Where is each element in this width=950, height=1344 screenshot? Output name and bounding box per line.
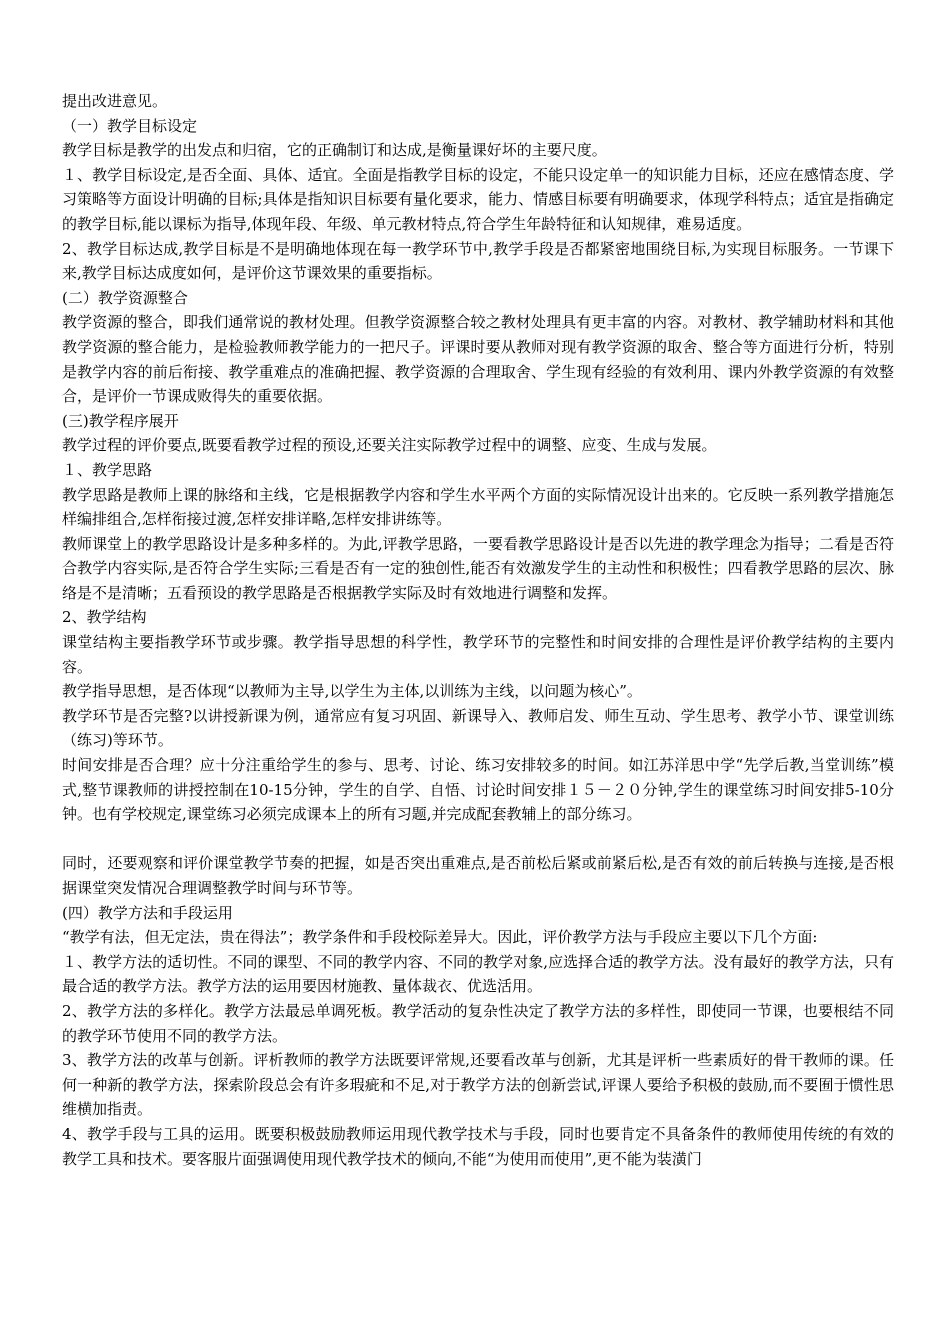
body-paragraph: 教学环节是否完整?以讲授新课为例，通常应有复习巩固、新课导入、教师启发、师生互动、学生思考、教学小节、课堂训练（练习)等环节。 [62,706,894,750]
section-heading: 2、教学结构 [62,608,147,627]
body-paragraph: 时间安排是否合理？应十分注重给学生的参与、思考、讨论、练习安排较多的时间。如江苏洋思中学“先学后教,当堂训练”模式,整节课教师的讲授控制在10-15分钟，学生的自学、自悟、讨论时间安排１５－２０分钟,学生的课堂练习时间安排5-10分钟。也有学校规定,课堂练习必须完成课本上的所有习题,并完成配套教辅上的部分练习。 [62,756,894,824]
body-paragraph: 教学过程的评价要点,既要看教学过程的预设,还要关注实际教学过程中的调整、应变、生成与发展。 [62,436,717,455]
body-paragraph: 同时，还要观察和评价课堂教学节奏的把握，如是否突出重难点,是否前松后紧或前紧后松,是否有效的前后转换与连接,是否根据课堂突发情况合理调整教学时间与环节等。 [62,854,894,897]
section-heading: (二）教学资源整合 [62,288,188,307]
body-paragraph: 教学思路是教师上课的脉络和主线，它是根据教学内容和学生水平两个方面的实际情况设计出来的。它反映一系列教学措施怎样编排组合,怎样衔接过渡,怎样安排详略,怎样安排讲练等。 [62,485,894,529]
blank-line [62,827,894,852]
body-paragraph: “教学有法，但无定法，贵在得法”；教学条件和手段校际差异大。因此，评价教学方法与手段应主要以下几个方面: [62,928,818,947]
body-paragraph: 3、教学方法的改革与创新。评析教师的教学方法既要评常规,还要看改革与创新，尤其是评析一些素质好的骨干教师的课。任何一种新的教学方法，探索阶段总会有许多瑕疵和不足,对于教学方法的创新尝试,评课人要给予积极的鼓励,而不要囿于惯性思维横加指责。 [62,1051,894,1119]
body-paragraph: 2、教学方法的多样化。教学方法最忌单调死板。教学活动的复杂性决定了教学方法的多样性，即使同一节课，也要根结不同的教学环节使用不同的教学方法。 [62,1001,894,1045]
body-paragraph: 教学指导思想，是否体现“以教师为主导,以学生为主体,以训练为主线，以问题为核心”。 [62,682,642,701]
body-paragraph: 4、教学手段与工具的运用。既要积极鼓励教师运用现代教学技术与手段，同时也要肯定不具备条件的教师使用传统的有效的教学工具和技术。要客服片面强调使用现代教学技术的倾向,不能“为使用而使用”,更不能为装潢门 [62,1124,894,1168]
section-heading: （一）教学目标设定 [62,116,198,135]
body-paragraph: 教学目标是教学的出发点和归宿，它的正确制订和达成,是衡量课好坏的主要尺度。 [62,141,607,160]
body-paragraph: 提出改进意见。 [62,92,168,110]
section-heading: (四）教学方法和手段运用 [62,903,233,922]
section-heading: (三)教学程序展开 [62,411,179,430]
body-paragraph: 教师课堂上的教学思路设计是多种多样的。为此,评教学思路，一要看教学思路设计是否以先进的教学理念为指导；二看是否符合教学内容实际,是否符合学生实际;三看是否有一定的独创性,能否有效激发学生的主动性和积极性；四看教学思路的层次、脉络是不是清晰；五看预设的教学思路是否根据教学实际及时有效地进行调整和发挥。 [62,534,894,602]
body-paragraph: 课堂结构主要指教学环节或步骤。教学指导思想的科学性，教学环节的完整性和时间安排的合理性是评价教学结构的主要内容。 [62,633,894,676]
body-paragraph: １、教学目标设定,是否全面、具体、适宜。全面是指教学目标的设定，不能只设定单一的知识能力目标，还应在感情态度、学习策略等方面设计明确的目标;具体是指知识目标要有量化要求，能力、情感目标要有明确要求，体现学科特点；适宜是指确定的教学目标,能以课标为指导,体现年段、年级、单元教材特点,符合学生年龄特征和认知规律，难易适度。 [62,165,894,233]
body-paragraph: 教学资源的整合，即我们通常说的教材处理。但教学资源整合较之教材处理具有更丰富的内容。对教材、教学辅助材料和其他教学资源的整合能力，是检验教师教学能力的一把尺子。评课时要从教师对现有教学资源的取舍、整合等方面进行分析，特别是教学内容的前后衔接、教学重难点的准确把握、教学资源的合理取舍、学生现有经验的有效利用、课内外教学资源的有效整合，是评价一节课成败得失的重要依据。 [62,313,894,406]
section-heading: １、教学思路 [62,460,153,479]
body-paragraph: １、教学方法的适切性。不同的课型、不同的教学内容、不同的教学对象,应选择合适的教学方法。没有最好的教学方法，只有最合适的教学方法。教学方法的运用要因材施教、量体裁衣、优选活用。 [62,952,894,996]
body-paragraph: 2、教学目标达成,教学目标是不是明确地体现在每一教学环节中,教学手段是否都紧密地围绕目标,为实现目标服务。一节课下来,教学目标达成度如何，是评价这节课效果的重要指标。 [62,239,894,283]
